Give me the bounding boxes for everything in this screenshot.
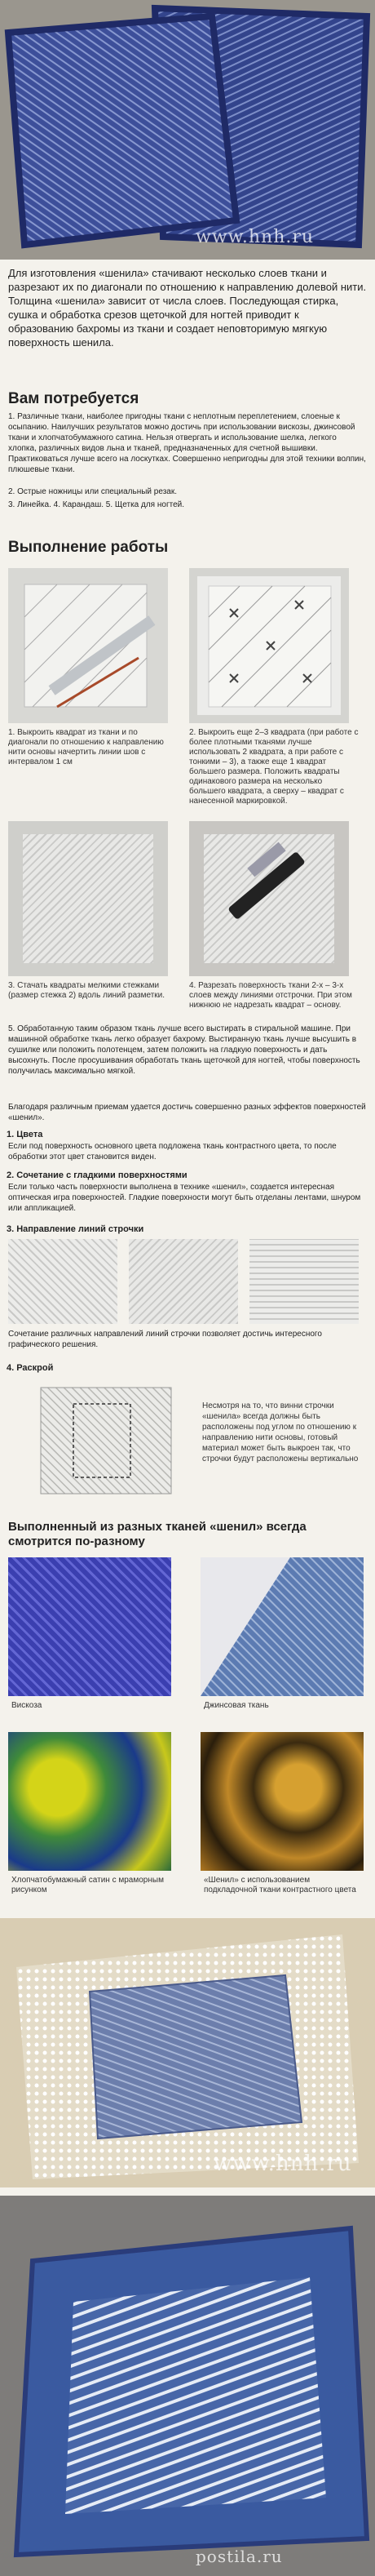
materials-item-1: 1. Различные ткани, наиболее пригодны ткани с неплотным переплетением, слоеные к осыпанию. Наилучших результатов можно достичь при использовании вискозы, джинсовой ткани и хлопчатобумажного сатина. Нельзя отвергать и использование шелка, легкого хлопка, различных видов льна и тканей, предназначенных для счетной вышивки. Практиковаться лучше всего на лоскутках. Совершенно непригодны для этой техники волпин, плюшевые ткани. <box>8 412 366 474</box>
step4-caption: 4. Разрезать поверхность ткани 2-х – 3-х слоев между линиями отстрочки. При этом нижнюю не надрезать квадрат – основу. <box>189 981 352 1010</box>
step5-text: 5. Обработанную таким образом ткань лучше всего выстирать в стиральной машине. При машинной обработке ткань легко образует бахрому. Выстиранную ткань лучше высушить в сушилке или положить полотенцем, затем положить на гладкую поверхность и дать высохнуть. После просушивания обработать ткань щеточкой для ногтей, чтобы поверхность получилась максимально мягкой. <box>8 1024 360 1076</box>
step2-caption: 2. Выкроить еще 2–3 квадрата (при работе с более плотными тканями лучше использовать 2 квадрата, а при работе с тонкими – 3), а также еще 1 квадрат большего размера. Положить квадраты одинакового размера на несколько большего квадрата, а сверху – квадрат с нанесенной маркировкой. <box>189 728 359 806</box>
step1-caption: 1. Выкроить квадрат из ткани и по диагонали по отношению к направлению нити основы начертить линии шов с интервалом 1 см <box>8 728 164 766</box>
fabric-denim-caption: Джинсовая ткань <box>204 1701 269 1710</box>
effect3-text: Сочетание различных направлений линий строчки позволяет достичь интересного графического решения. <box>8 1330 322 1349</box>
effect4-title: 4. Раскрой <box>7 1363 54 1373</box>
fabric-contrast <box>201 1732 364 1871</box>
materials-item-3: 3. Линейка. 4. Карандаш. 5. Щетка для ногтей. <box>8 500 185 509</box>
watermark-postila: postila.ru <box>196 2547 283 2566</box>
direction-swatch-3 <box>249 1239 359 1324</box>
step2-photo <box>189 568 349 723</box>
cushion-photo <box>0 0 375 260</box>
step3-photo <box>8 821 168 976</box>
cushion-photo-2 <box>0 1918 375 2187</box>
step3-caption: 3. Стачать квадраты мелкими стежками (размер стежка 2) вдоль линий разметки. <box>8 981 165 1000</box>
effect2-text: Если только часть поверхности выполнена в технике «шенил», создается интересная оптическая игра поверхностей. Гладкие поверхности могут быть отделаны лентами, шнуром или аппликацией. <box>8 1183 361 1213</box>
effect3-title: 3. Направление линий строчки <box>7 1224 144 1234</box>
materials-item-2: 2. Острые ножницы или специальный резак. <box>8 487 177 496</box>
watermark-hnh-bottom: www.hnh.ru <box>214 2152 352 2176</box>
step4-photo <box>189 821 349 976</box>
work-title: Выполнение работы <box>8 539 169 556</box>
intro-text: Для изготовления «шенила» стачивают несколько слоев ткани и разрезают их по диагонали по отношению к направлению долевой нити. Толщина «шенила» зависит от числа слоев. Последующая стирка, сушка и обработка срезов щеточкой для ногтей приводит к образованию бахромы из ткани и создает неповторимую мягкую поверхность шенила. <box>8 267 367 349</box>
effect1-title: 1. Цвета <box>7 1130 43 1139</box>
effect4-text: Несмотря на то, что винни строчки «шенила» всегда должны быть расположены под углом по отношению к направлению нити основы, готовый материал может быть выкроен так, что строчки будут расположены вертикально <box>202 1401 359 1463</box>
fabrics-title: Выполненный из разных тканей «шенил» всегда смотрится по-разному <box>8 1520 307 1548</box>
cut-diagram <box>8 1379 196 1502</box>
fabric-contrast-caption: «Шенил» с использованием подкладочной ткани контрастного цвета <box>204 1876 356 1894</box>
fabric-cotton-caption: Хлопчатобумажный сатин с мраморным рисунком <box>11 1876 164 1894</box>
direction-swatch-2 <box>129 1239 238 1324</box>
fabric-viscose <box>8 1557 171 1696</box>
fabric-cotton <box>8 1732 171 1871</box>
fabric-denim <box>201 1557 364 1696</box>
effect2-title: 2. Сочетание с гладкими поверхностями <box>7 1170 188 1180</box>
watermark-hnh: www.hnh.ru <box>196 227 315 247</box>
step1-photo <box>8 568 168 723</box>
fabric-viscose-caption: Вискоза <box>11 1701 42 1710</box>
effects-intro: Благодаря различным приемам удается достичь совершенно разных эффектов поверхностей «шенил». <box>8 1103 366 1122</box>
direction-swatch-1 <box>8 1239 117 1324</box>
materials-title: Вам потребуется <box>8 390 139 407</box>
cushion-photo-3 <box>0 2196 375 2576</box>
effect1-text: Если под поверхность основного цвета подложена ткань контрастного цвета, то после обработки этот цвет становится виден. <box>8 1142 337 1161</box>
